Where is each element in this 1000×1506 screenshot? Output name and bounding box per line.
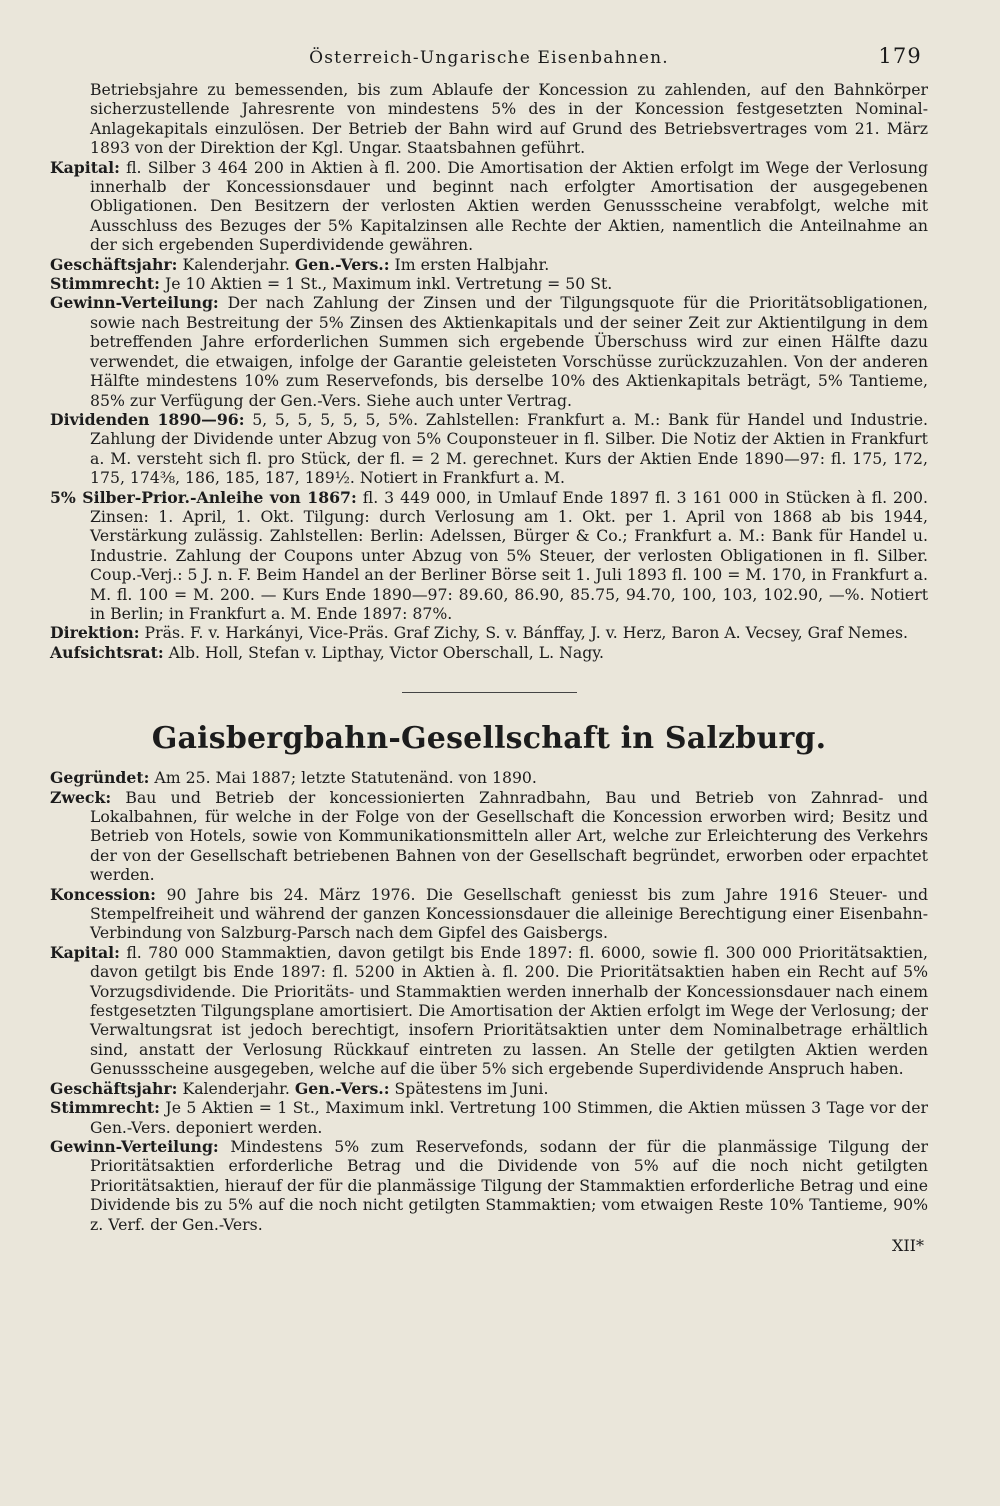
entry-geschaeftsjahr [50, 255, 928, 274]
entry-label: Kapital: [50, 157, 120, 177]
entry-stimmrecht [50, 274, 928, 293]
entry-text: Der nach Zahlung der Zinsen und der Tilgungsquote für die Prioritätsobligationen, sowie nach Bestreitung der 5% Zinsen des Aktienkapitals und der seiner Zeit zur Aktientilgung in dem betreffenden Jahre erforderlichen Summen sich ergebende Überschuss wird zur einen Hälfte dazu verwendet, die etwaigen, infolge der Garantie geleisteten Vorschüsse zurückzuzahlen. Von der anderen Hälfte mindestens 10% zum Reservefonds, bis derselbe 10% des Aktienkapitals beträgt, 5% Tantieme, 85% zur Verfügung der Gen.-Vers. Siehe auch unter Vertrag. [90, 293, 928, 410]
entry-stimmrecht [50, 1098, 928, 1137]
entry-label-gen-vers: Gen.-Vers.: [294, 254, 390, 274]
entry-dividenden [50, 410, 928, 488]
entry-text: Je 10 Aktien = 1 St., Maximum inkl. Vertretung = 50 St. [164, 274, 613, 294]
section-divider [402, 692, 577, 693]
header-title: Österreich-Ungarische Eisenbahnen. [309, 48, 669, 68]
intro-paragraph: Betriebsjahre zu bemessenden, bis zum Ablaufe der Koncession zu zahlenden, auf den Bahnkörper sicherzustellende Jahresrente von mindestens 5% des in der Koncession festgesetzten Nominal-Anlagekapitals einzulösen. Der Betrieb der Bahn wird auf Grund des Betriebsvertrages vom 21. März 1893 von der Direktion der Kgl. Ungar. Staatsbahnen geführt. [90, 80, 928, 158]
signature-mark: XII* [891, 1235, 924, 1255]
entry-text: Kalenderjahr. [182, 254, 290, 274]
entry-koncession [50, 885, 928, 943]
entry-text: Mindestens 5% zum Reservefonds, sodann der für die planmässige Tilgung der Prioritätsaktien erforderliche Betrag und die Dividende von 5% auf die noch nicht getilgten Prioritätsaktien, hierauf der für die planmässige Tilgung der Stammaktien erforderliche Betrag und eine Dividende bis zu 5% auf die noch nicht getilgten Stammaktien; vom etwaigen Reste 10% Tantieme, 90% z. Verf. der Gen.-Vers. [90, 1136, 928, 1234]
entry-kapital [50, 943, 928, 1079]
entry-text-gen-vers: Spätestens im Juni. [394, 1078, 549, 1098]
entry-geschaeftsjahr [50, 1079, 928, 1098]
entry-label: Stimmrecht: [50, 1098, 160, 1118]
entry-text: fl. Silber 3 464 200 in Aktien à fl. 200. Die Amortisation der Aktien erfolgt im Wege der Verlosung innerhalb der Koncessionsdauer und beginnt nach erfolgter Amortisation der ausgegebenen Obligationen. Den Besitzern der verlosten Aktien werden Genussscheine verabfolgt, welche mit Ausschluss des Bezuges der 5% Kapitalzinsen alle Rechte der Aktien, namentlich die Anteilnahme an der sich ergebenden Superdividende gewähren. [90, 157, 928, 255]
entry-label: Gegründet: [50, 768, 150, 788]
entry-gegruendet [50, 768, 928, 787]
entry-text: Je 5 Aktien = 1 St., Maximum inkl. Vertretung 100 Stimmen, die Aktien müssen 3 Tage vor der Gen.-Vers. deponiert werden. [90, 1098, 928, 1137]
entry-text: Bau und Betrieb der koncessionierten Zahnradbahn, Bau und Betrieb von Zahnrad- und Lokalbahnen, für welche in der Folge von der Gesellschaft die Koncession erworben wird; Besitz und Betrieb von Hotels, sowie von Kommunikationsmitteln aller Art, welche zur Erleichterung des Verkehrs der von der Gesellschaft betriebenen Bahnen von der Gesellschaft begründet, erworben oder erpachtet werden. [90, 787, 928, 885]
entry-label: Koncession: [50, 884, 156, 904]
entry-label: Stimmrecht: [50, 274, 160, 294]
entry-label: Dividenden 1890—96: [50, 409, 245, 429]
entry-gewinn-verteilung [50, 293, 928, 409]
section-gaisbergbahn [50, 721, 928, 1234]
entry-text: fl. 780 000 Stammaktien, davon getilgt bis Ende 1897: fl. 6000, sowie fl. 300 000 Prioritätsaktien, davon getilgt bis Ende 1897: fl. 5200 in Aktien à. fl. 200. Die Prioritätsaktien haben ein Recht auf 5% Vorzugsdividende. Die Prioritäts- und Stammaktien werden innerhalb der Koncessionsdauer nach einem festgesetzten Tilgungsplane amortisiert. Die Amortisation der Aktien erfolgt im Wege der Verlosung; der Verwaltungsrat ist jedoch berechtigt, insofern Prioritätsaktien unter dem Nominalbetrage erhältlich sind, anstatt der Verlosung Rückkauf eintreten zu lassen. An Stelle der getilgten Aktien werden Genussscheine ausgegeben, welche auf die über 5% sich ergebende Superdividende Anspruch haben. [90, 942, 928, 1079]
entry-kapital [50, 158, 928, 255]
entry-label-gen-vers: Gen.-Vers.: [294, 1078, 390, 1098]
entry-text: Kalenderjahr. [182, 1078, 290, 1098]
entry-zweck [50, 788, 928, 885]
entry-aufsichtsrat [50, 643, 928, 662]
entry-silber-prior-anleihe [50, 488, 928, 624]
entry-gewinn-verteilung [50, 1137, 928, 1234]
running-header [50, 44, 928, 80]
entry-text: fl. 3 449 000, in Umlauf Ende 1897 fl. 3 161 000 in Stücken à fl. 200. Zinsen: 1. April, 1. Okt. Tilgung: durch Verlosung am 1. Okt. per 1. April von 1868 ab bis 1944, Verstärkung zulässig. Zahlstellen: Berlin: Adelssen, Bürger & Co.; Frankfurt a. M.: Bank für Handel u. Industrie. Zahlung der Coupons unter Abzug von 5% Steuer, der verlosten Obligationen in fl. Silber. Coup.-Verj.: 5 J. n. F. Beim Handel an der Berliner Börse seit 1. Juli 1893 fl. 100 = M. 170, in Frankfurt a. M. fl. 100 = M. 200. — Kurs Ende 1890—97: 89.60, 86.90, 85.75, 94.70, 100, 103, 102.90, —%. Notiert in Berlin; in Frankfurt a. M. Ende 1897: 87%. [90, 487, 928, 623]
entry-text: Alb. Holl, Stefan v. Lipthay, Victor Oberschall, L. Nagy. [168, 642, 605, 662]
entry-label: 5% Silber-Prior.-Anleihe von 1867: [50, 487, 357, 507]
entry-text: 90 Jahre bis 24. März 1976. Die Gesellschaft geniesst bis zum Jahre 1916 Steuer- und Stempelfreiheit und während der ganzen Koncessionsdauer die alleinige Berechtigung einer Eisenbahn-Verbindung von Salzburg-Parsch nach dem Gipfel des Gaisbergs. [90, 884, 928, 943]
entry-text: 5, 5, 5, 5, 5, 5, 5%. Zahlstellen: Frankfurt a. M.: Bank für Handel und Industrie. Zahlung der Dividende unter Abzug von 5% Couponsteuer in fl. Silber. Die Notiz der Aktien in Frankfurt a. M. versteht sich fl. pro Stück, der fl. = 2 M. gerechnet. Kurs der Aktien Ende 1890—97: fl. 175, 172, 175, 174⅜, 186, 185, 187, 189½. Notiert in Frankfurt a. M. [90, 409, 928, 488]
entry-direktion [50, 623, 928, 642]
section-oesterreich-ungarische [50, 80, 928, 662]
entry-text: Präs. F. v. Harkányi, Vice-Präs. Graf Zichy, S. v. Bánffay, J. v. Herz, Baron A. Vecsey, Graf Nemes. [144, 623, 909, 643]
entry-label: Zweck: [50, 787, 112, 807]
entry-label: Direktion: [50, 623, 140, 643]
entry-label: Geschäftsjahr: [50, 254, 178, 274]
entry-label: Gewinn-Verteilung: [50, 293, 219, 313]
entry-label: Gewinn-Verteilung: [50, 1136, 219, 1156]
entry-text: Am 25. Mai 1887; letzte Statutenänd. von 1890. [154, 768, 537, 788]
section-heading: Gaisbergbahn-Gesellschaft in Salzburg. [151, 721, 827, 757]
entry-label: Kapital: [50, 942, 120, 962]
entry-label: Aufsichtsrat: [50, 642, 164, 662]
entry-label: Geschäftsjahr: [50, 1078, 178, 1098]
page-number: 179 [878, 44, 922, 68]
entry-text-gen-vers: Im ersten Halbjahr. [394, 254, 550, 274]
